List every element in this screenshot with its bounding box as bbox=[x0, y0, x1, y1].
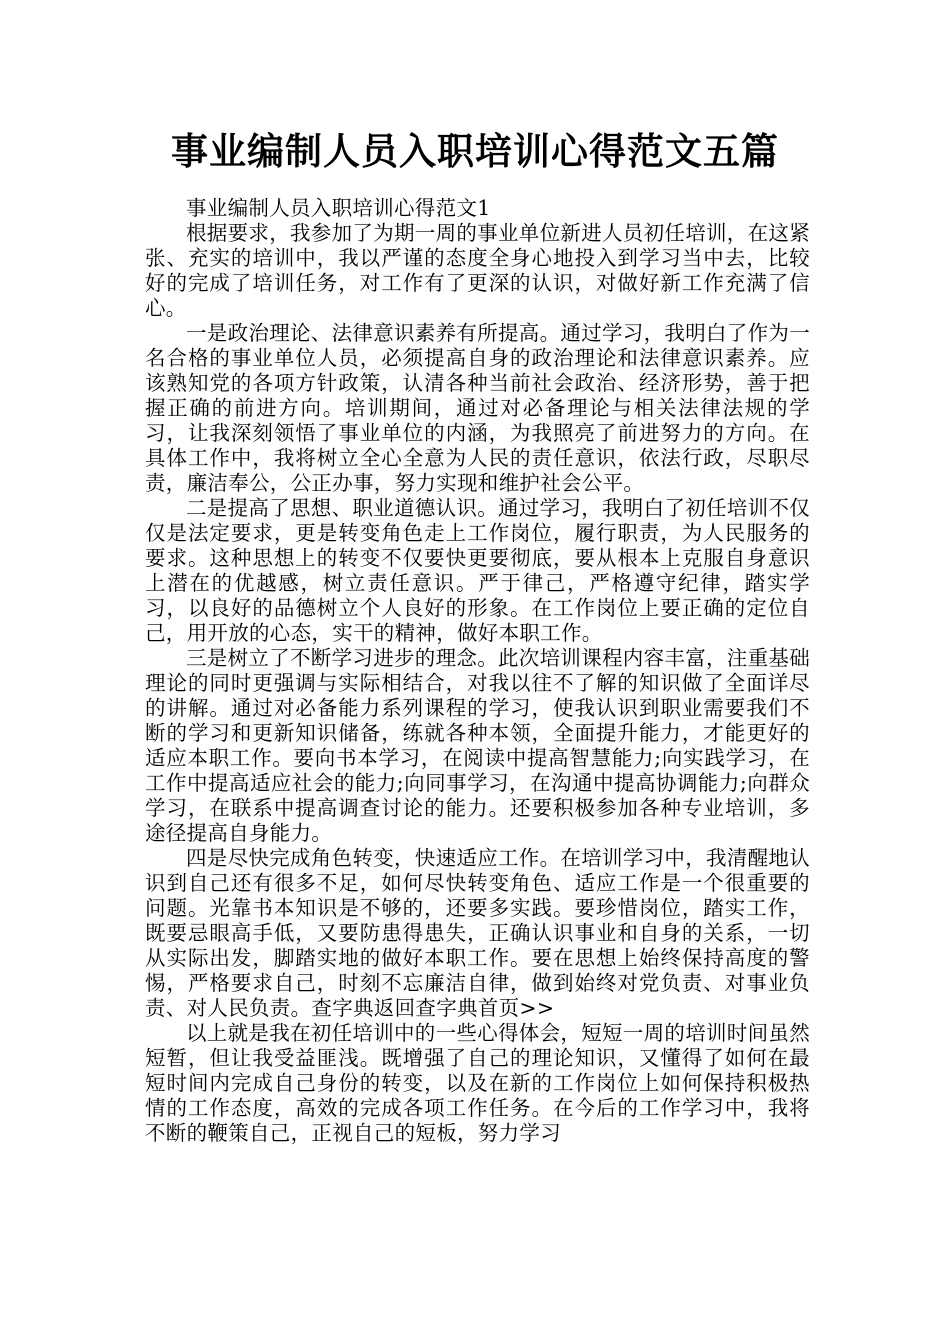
document-body bbox=[145, 196, 810, 1146]
section-heading: 事业编制人员入职培训心得范文1 bbox=[186, 196, 491, 220]
paragraph-intro: 根据要求，我参加了为期一周的事业单位新进人员初任培训，在这紧张、充实的培训中，我以严谨的态度全身心地投入到学习当中去，比较好的完成了培训任务，对工作有了更深的认识，对做好新工作充满了信心。 bbox=[145, 221, 810, 320]
paragraph-point-2: 二是提高了思想、职业道德认识。通过学习，我明白了初任培训不仅仅是法定要求，更是转变角色走上工作岗位，履行职责，为人民服务的要求。这种思想上的转变不仅要快更要彻底，要从根本上克服自身意识上潜在的优越感，树立责任意识。严于律己，严格遵守纪律，踏实学习，以良好的品德树立个人良好的形象。在工作岗位上要正确的定位自己，用开放的心态，实干的精神，做好本职工作。 bbox=[145, 496, 810, 645]
paragraph-point-3: 三是树立了不断学习进步的理念。此次培训课程内容丰富，注重基础理论的同时更强调与实际相结合，对我以往不了解的知识做了全面详尽的讲解。通过对必备能力系列课程的学习，使我认识到职业需要我们不断的学习和更新知识储备，练就各种本领，全面提升能力，才能更好的适应本职工作。要向书本学习，在阅读中提高智慧能力;向实践学习，在工作中提高适应社会的能力;向同事学习，在沟通中提高协调能力;向群众学习，在联系中提高调查讨论的能力。还要积极参加各种专业培训，多途径提高自身能力。 bbox=[145, 646, 810, 845]
document-title: 事业编制人员入职培训心得范文五篇 bbox=[171, 130, 779, 173]
paragraph-conclusion: 以上就是我在初任培训中的一些心得体会，短短一周的培训时间虽然短暂，但让我受益匪浅。既增强了自己的理论知识，又懂得了如何在最短时间内完成自己身份的转变，以及在新的工作岗位上如何保持积极热情的工作态度，高效的完成各项工作任务。在今后的工作学习中，我将不断的鞭策自己，正视自己的短板，努力学习 bbox=[145, 1021, 810, 1145]
paragraph-point-1: 一是政治理论、法律意识素养有所提高。通过学习，我明白了作为一名合格的事业单位人员，必须提高自身的政治理论和法律意识素养。应该熟知党的各项方针政策，认清各种当前社会政治、经济形势，善于把握正确的前进方向。培训期间，通过对必备理论与相关法律法规的学习，让我深刻领悟了事业单位的内涵，为我照亮了前进努力的方向。在具体工作中，我将树立全心全意为人民的责任意识，依法行政，尽职尽责，廉洁奉公，公正办事，努力实现和维护社会公平。 bbox=[145, 321, 810, 495]
paragraph-point-4: 四是尽快完成角色转变，快速适应工作。在培训学习中，我清醒地认识到自己还有很多不足，如何尽快转变角色、适应工作是一个很重要的问题。光靠书本知识是不够的，还要多实践。要珍惜岗位，踏实工作，既要忌眼高手低，又要防患得患失，正确认识事业和自身的关系，一切从实际出发，脚踏实地的做好本职工作。要在思想上始终保持高度的警惕，严格要求自己，时刻不忘廉洁自律，做到始终对党负责、对事业负责、对人民负责。查字典返回查字典首页>> bbox=[145, 846, 810, 1020]
